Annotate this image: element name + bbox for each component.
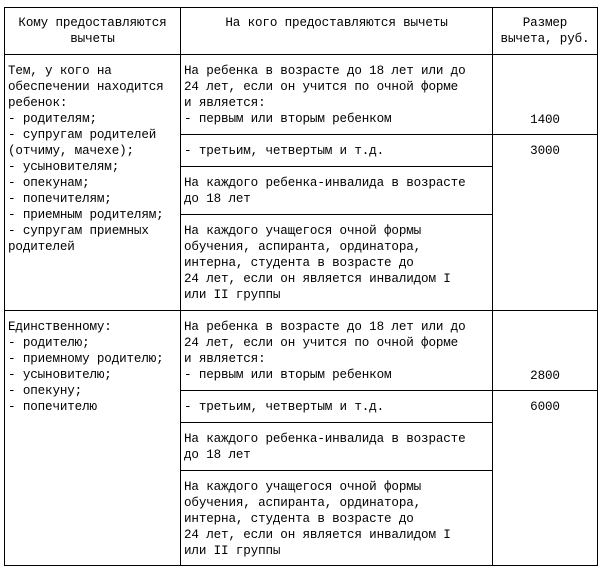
- table-row: [5, 55, 598, 135]
- beneficiary-cell: На каждого ребенка-инвалида в возрасте до 18 лет: [181, 167, 493, 215]
- amount-cell: 2800: [493, 311, 598, 391]
- header-recipients: Кому предоставляются вычеты: [5, 8, 181, 55]
- recipients-cell: Единственному: - родителю; - приемному родителю; - усыновителю; - опекуну; - попечителю: [5, 311, 181, 566]
- amount-cell: 6000: [493, 391, 598, 566]
- amount-cell: 3000: [493, 135, 598, 311]
- recipients-cell: Тем, у кого на обеспечении находится ребенок: - родителям; - супругам родителей (отчиму, мачехе); - усыновителям; - опекунам; - попечителям; - приемным родителям; - супругам приемных родителей: [5, 55, 181, 311]
- beneficiary-cell: На каждого учащегося очной формы обучения, аспиранта, ординатора, интерна, студента в возрасте до 24 лет, если он является инвалидом I или II группы: [181, 215, 493, 311]
- table-row: [5, 311, 598, 391]
- beneficiary-cell: На ребенка в возрасте до 18 лет или до 24 лет, если он учится по очной форме и является: - первым или вторым ребенком: [181, 55, 493, 135]
- beneficiary-cell: На каждого учащегося очной формы обучения, аспиранта, ординатора, интерна, студента в возрасте до 24 лет, если он является инвалидом I или II группы: [181, 471, 493, 566]
- amount-cell: 1400: [493, 55, 598, 135]
- beneficiary-cell: - третьим, четвертым и т.д.: [181, 391, 493, 423]
- header-row: [5, 8, 598, 55]
- beneficiary-cell: На каждого ребенка-инвалида в возрасте до 18 лет: [181, 423, 493, 471]
- header-beneficiary: На кого предоставляются вычеты: [181, 8, 493, 55]
- header-amount: Размер вычета, руб.: [493, 8, 598, 55]
- beneficiary-cell: На ребенка в возрасте до 18 лет или до 24 лет, если он учится по очной форме и является: - первым или вторым ребенком: [181, 311, 493, 391]
- tax-deductions-table: [4, 7, 598, 566]
- beneficiary-cell: - третьим, четвертым и т.д.: [181, 135, 493, 167]
